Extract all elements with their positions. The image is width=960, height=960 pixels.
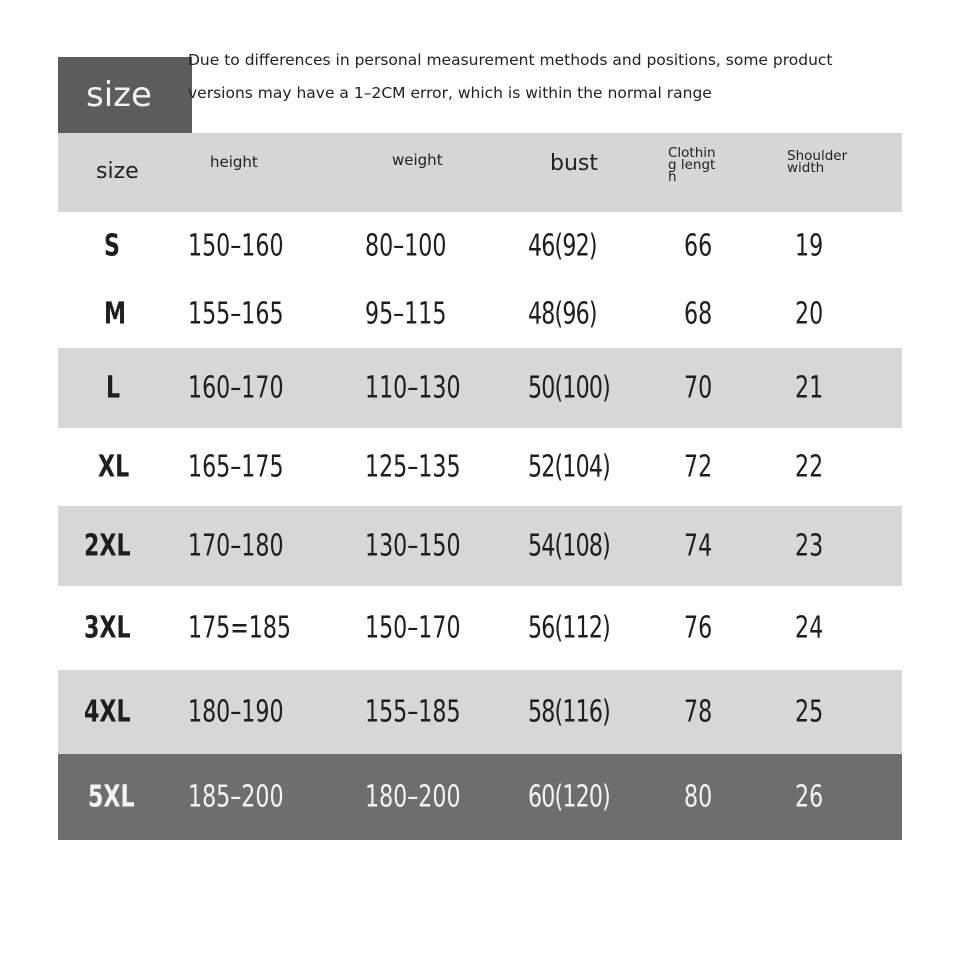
cell-size xyxy=(88,780,145,815)
cell-length-text: 68 xyxy=(684,296,713,332)
cell-height xyxy=(188,780,305,815)
cell-size xyxy=(84,695,141,730)
cell-shoulder-text: 26 xyxy=(795,779,824,815)
cell-bust-text: 46(92) xyxy=(528,228,597,264)
cell-length xyxy=(684,297,718,332)
cell-height xyxy=(188,611,314,646)
cell-bust-text: 54(108) xyxy=(528,528,610,564)
cell-shoulder xyxy=(795,371,829,406)
cell-weight xyxy=(365,695,482,730)
table-row xyxy=(58,586,902,670)
cell-weight xyxy=(365,297,464,332)
cell-bust xyxy=(528,297,612,332)
cell-size-text: 3XL xyxy=(84,610,131,646)
cell-bust-text: 52(104) xyxy=(528,449,610,485)
cell-bust xyxy=(528,450,628,485)
cell-bust xyxy=(528,229,612,264)
cell-size-text: S xyxy=(104,228,120,264)
cell-height xyxy=(188,297,305,332)
cell-shoulder xyxy=(795,780,829,815)
cell-length-text: 74 xyxy=(684,528,713,564)
cell-height-text: 165–175 xyxy=(188,449,284,485)
cell-weight-text: 110–130 xyxy=(365,370,461,406)
cell-height xyxy=(188,529,305,564)
cell-size-text: 2XL xyxy=(84,528,131,564)
table-row xyxy=(58,280,902,348)
cell-bust xyxy=(528,780,628,815)
cell-size xyxy=(98,450,136,485)
table-row xyxy=(58,212,902,280)
cell-size-text: M xyxy=(104,296,127,332)
cell-weight-text: 80–100 xyxy=(365,228,447,264)
cell-height-text: 160–170 xyxy=(188,370,284,406)
cell-bust-text: 58(116) xyxy=(528,694,610,730)
cell-size xyxy=(106,371,123,406)
cell-height-text: 150–160 xyxy=(188,228,284,264)
cell-height-text: 175=185 xyxy=(188,610,292,646)
cell-bust xyxy=(528,611,628,646)
cell-shoulder xyxy=(795,611,829,646)
cell-length-text: 70 xyxy=(684,370,713,406)
cell-shoulder-text: 20 xyxy=(795,296,824,332)
table-header xyxy=(58,133,902,212)
cell-size xyxy=(104,229,123,264)
cell-size xyxy=(84,529,141,564)
cell-height-text: 185–200 xyxy=(188,779,284,815)
cell-length-text: 80 xyxy=(684,779,713,815)
cell-length-text: 78 xyxy=(684,694,713,730)
cell-length-text: 76 xyxy=(684,610,713,646)
cell-weight-text: 180–200 xyxy=(365,779,461,815)
table-row xyxy=(58,348,902,428)
cell-length xyxy=(684,529,718,564)
cell-height xyxy=(188,695,305,730)
cell-height xyxy=(188,371,305,406)
cell-size-text: L xyxy=(106,370,121,406)
cell-weight-text: 125–135 xyxy=(365,449,461,485)
cell-shoulder xyxy=(795,229,829,264)
header-bust: bust xyxy=(550,151,598,176)
cell-shoulder-text: 23 xyxy=(795,528,824,564)
cell-shoulder xyxy=(795,529,829,564)
cell-height-text: 155–165 xyxy=(188,296,284,332)
cell-weight-text: 130–150 xyxy=(365,528,461,564)
cell-shoulder xyxy=(795,450,829,485)
cell-length xyxy=(684,450,718,485)
cell-size-text: 4XL xyxy=(84,694,131,730)
cell-length xyxy=(684,229,718,264)
cell-weight-text: 155–185 xyxy=(365,694,461,730)
cell-length-text: 66 xyxy=(684,228,713,264)
cell-shoulder-text: 21 xyxy=(795,370,824,406)
table-row xyxy=(58,428,902,506)
cell-shoulder xyxy=(795,297,829,332)
cell-shoulder-text: 19 xyxy=(795,228,824,264)
cell-weight xyxy=(365,371,482,406)
cell-bust xyxy=(528,371,628,406)
header-size: size xyxy=(96,159,139,184)
cell-size xyxy=(104,297,131,332)
cell-weight-text: 150–170 xyxy=(365,610,461,646)
cell-bust xyxy=(528,695,628,730)
cell-length xyxy=(684,695,718,730)
cell-size-text: 5XL xyxy=(88,779,135,815)
cell-height-text: 170–180 xyxy=(188,528,284,564)
cell-size-text: XL xyxy=(98,449,130,485)
cell-weight xyxy=(365,229,464,264)
table-row xyxy=(58,670,902,754)
cell-weight-text: 95–115 xyxy=(365,296,447,332)
cell-bust-text: 48(96) xyxy=(528,296,597,332)
notice-line-2: versions may have a 1–2CM error, which is within the normal range xyxy=(188,84,712,102)
table-row xyxy=(58,754,902,840)
cell-length xyxy=(684,371,718,406)
header-weight: weight xyxy=(392,151,443,169)
cell-length xyxy=(684,780,718,815)
cell-weight xyxy=(365,611,482,646)
cell-weight xyxy=(365,529,482,564)
cell-weight xyxy=(365,450,482,485)
notice-line-1: Due to differences in personal measurement methods and positions, some product xyxy=(188,51,833,69)
cell-length xyxy=(684,611,718,646)
cell-weight xyxy=(365,780,482,815)
cell-shoulder-text: 25 xyxy=(795,694,824,730)
table-row xyxy=(58,506,902,586)
cell-height-text: 180–190 xyxy=(188,694,284,730)
cell-size xyxy=(84,611,141,646)
cell-bust xyxy=(528,529,628,564)
cell-bust-text: 56(112) xyxy=(528,610,610,646)
cell-bust-text: 50(100) xyxy=(528,370,610,406)
header-clothing-length: Clothing length xyxy=(668,145,716,185)
size-tab: size xyxy=(58,57,192,133)
cell-bust-text: 60(120) xyxy=(528,779,610,815)
cell-shoulder xyxy=(795,695,829,730)
cell-shoulder-text: 22 xyxy=(795,449,824,485)
cell-shoulder-text: 24 xyxy=(795,610,824,646)
header-height: height xyxy=(210,153,258,171)
cell-length-text: 72 xyxy=(684,449,713,485)
cell-height xyxy=(188,450,305,485)
header-shoulder-width: Shoulder width xyxy=(787,148,848,176)
cell-height xyxy=(188,229,305,264)
